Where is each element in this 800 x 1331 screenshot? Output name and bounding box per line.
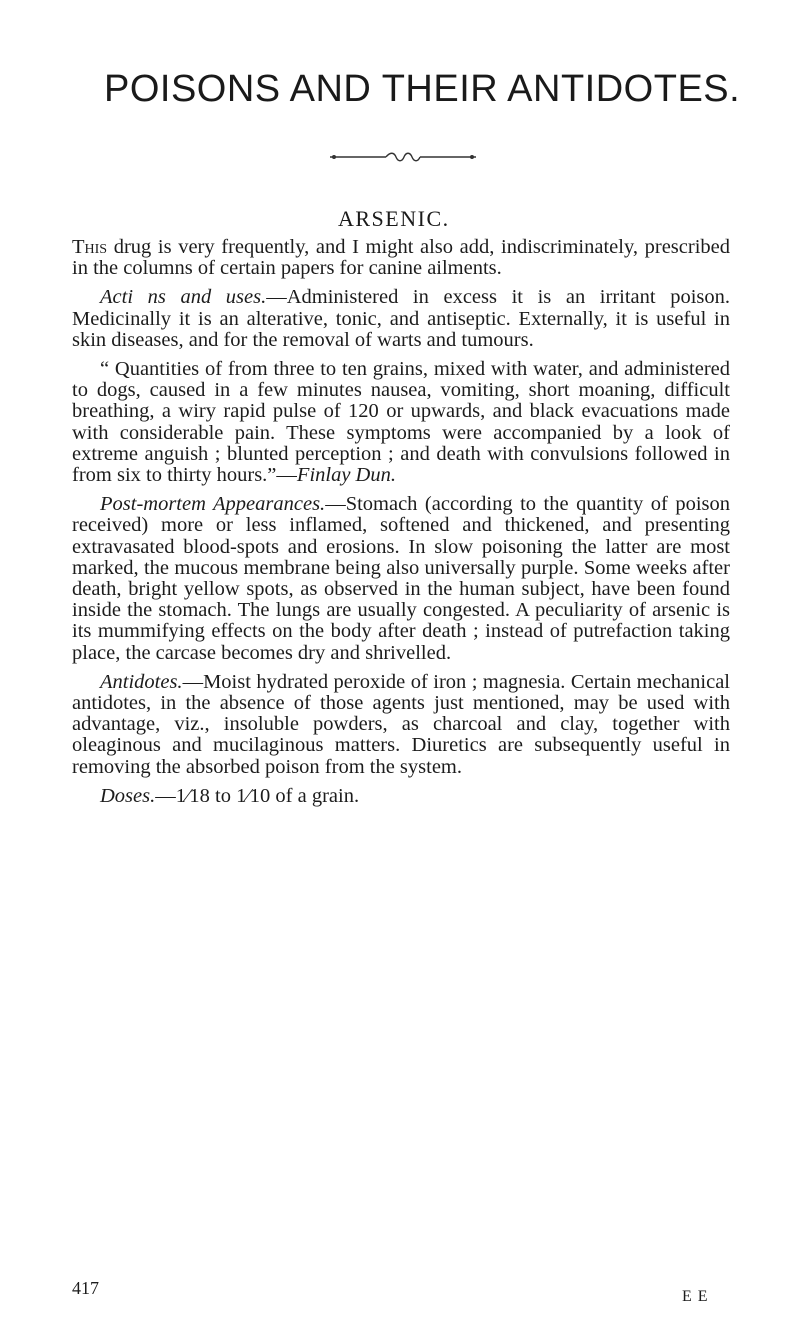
- doses-heading: Doses.: [100, 784, 156, 807]
- body-text: [72, 237, 730, 815]
- doses-text: —1⁄18 to 1⁄10 of a grain.: [155, 784, 360, 807]
- antidotes-text: —Moist hydrated peroxide of iron ; magnesia. Certain mechanical antidotes, in the absence of those agents just mentioned, may be used with advantage, viz., insoluble powders, as charcoal and clay, together with oleaginous and mucilaginous matters. Diuretics are subsequently useful in removing the absorbed poison from the system.: [72, 670, 730, 778]
- actions-paragraph: [72, 287, 730, 351]
- quote-text: “ Quantities of from three to ten grains, mixed with water, and administered to dogs, caused in a few minutes nausea, vomiting, short moaning, difficult breathing, a wiry rapid pulse of 120 or upwards, and black evacuations made with considerable pain. These symptoms were accompanied by a look of extreme anguish ; blunted perception ; and death with convulsions followed in from six to thirty hours.”—: [72, 358, 730, 487]
- antidotes-heading: Antidotes.: [100, 670, 183, 693]
- signature-mark: E E: [682, 1288, 709, 1305]
- section-title: ARSENIC.: [338, 206, 450, 231]
- doses-paragraph: [72, 786, 730, 807]
- post-mortem-text: —Stomach (according to the quantity of poison received) more or less inflamed, softened and thickened, and presenting extravasated blood-spots and erosions. In slow poisoning the latter are most marked, the mucous membrane being also universally purple. Some weeks after death, bright yellow spots, as observed in the human subject, have been found inside the stomach. The lungs are usually congested. A peculiarity of arsenic is its mummifying effects on the body after death ; instead of putrefaction taking place, the carcase becomes dry and shrivelled.: [72, 493, 730, 664]
- quote-author: Finlay Dun.: [296, 464, 396, 487]
- post-mortem-heading: Post-mortem Appearances.: [100, 493, 326, 516]
- ornament-divider-icon: [328, 150, 478, 164]
- antidotes-paragraph: [72, 672, 730, 778]
- quote-paragraph: [72, 359, 730, 486]
- intro-paragraph: [72, 237, 730, 279]
- actions-heading: Acti ns and uses.: [100, 286, 267, 309]
- intro-text: drug is very frequently, and I might also add, indiscriminately, prescribed in the columns of certain papers for canine ailments.: [72, 236, 730, 280]
- actions-text: —Administered in excess it is an irritant poison. Medicinally it is an alterative, tonic, and antiseptic. Externally, it is useful in skin diseases, and for the removal of warts and tumours.: [72, 286, 730, 351]
- page-number: 417: [72, 1278, 99, 1298]
- post-mortem-paragraph: [72, 494, 730, 664]
- intro-lead: This: [72, 236, 108, 258]
- running-head: POISONS AND THEIR ANTIDOTES.: [104, 68, 741, 110]
